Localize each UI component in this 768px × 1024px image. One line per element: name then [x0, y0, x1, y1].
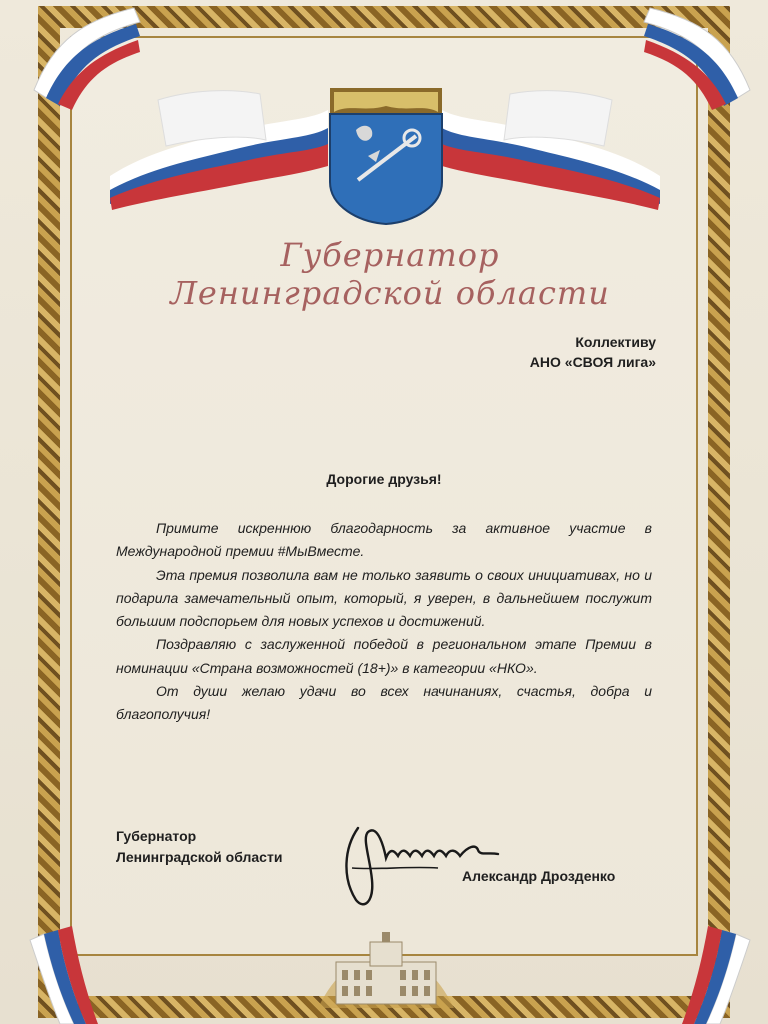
paragraph: Эта премия позволила вам не только заявить о своих инициативах, но и подарила замечательный опыт, который, я уверен, в дальнейшем послужит большим подспорьем для новых успехов и достижений. [116, 566, 652, 630]
signatory-name: Александр Дрозденко [462, 868, 616, 884]
paragraph: Поздравляю с заслуженной победой в региональном этапе Премии в номинации «Страна возможностей (18+)» в категории «НКО». [116, 636, 652, 676]
addressee-line-2: АНО «СВОЯ лига» [529, 354, 656, 370]
addressee-block [530, 332, 656, 372]
government-building-icon [318, 928, 454, 1008]
tricolor-ribbon-icon [660, 920, 760, 1024]
signature-icon [338, 818, 518, 910]
addressee-line-1: Коллективу [575, 334, 656, 350]
signatory-title-line-2: Ленинградской области [116, 849, 283, 865]
governor-header-title: Губернатор Ленинградской области [170, 236, 610, 312]
paragraph: От души желаю удачи во всех начинаниях, счастья, добра и благополучия! [116, 683, 652, 723]
paragraph: Примите искреннюю благодарность за активное участие в Международной премии #МыВместе. [116, 520, 652, 560]
coat-of-arms-icon [328, 86, 444, 226]
greeting: Дорогие друзья! [326, 471, 442, 487]
letter-body [116, 517, 652, 727]
signatory-title-line-1: Губернатор [116, 828, 197, 844]
signatory-title [116, 826, 282, 868]
tricolor-ribbon-icon [20, 920, 130, 1024]
